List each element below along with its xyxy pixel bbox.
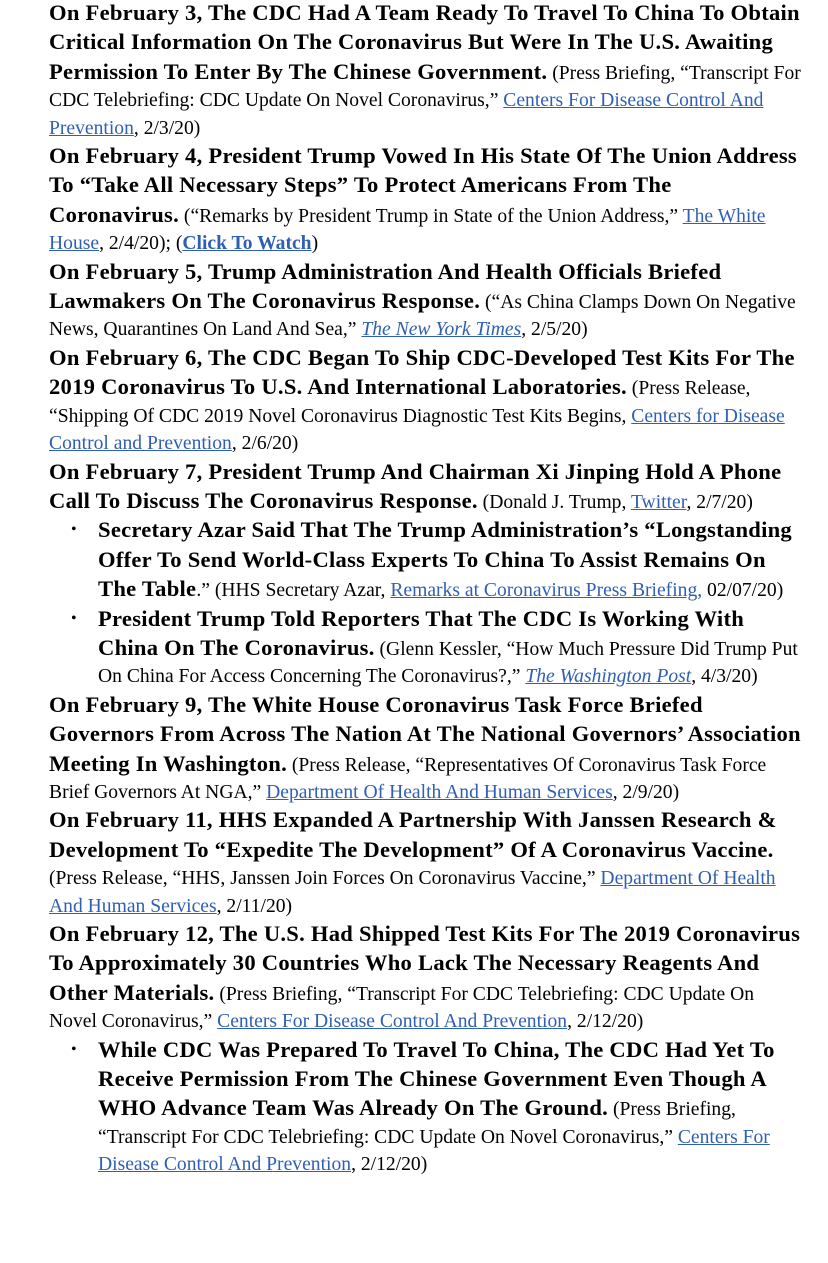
source-date: , 2/9/20) — [612, 781, 680, 803]
bullet-icon: • — [71, 609, 77, 627]
source-date: 02/07/20) — [702, 580, 784, 602]
source-date: , 2/3/20) — [133, 117, 201, 139]
source-date: , 2/12/20) — [567, 1011, 644, 1033]
source-citation: (Press Release, “Representatives Of Coronavirus Task Force Brief Governors At NGA,” — [49, 754, 767, 803]
source-link-cdc[interactable]: Centers For Disease Control And Prevention — [49, 90, 764, 139]
source-link-remarks[interactable]: Remarks at Coronavirus Press Briefing, — [390, 580, 703, 602]
timeline-entry-feb-11 — [49, 806, 802, 920]
entry-headline: On February 11, HHS Expanded A Partnership With Janssen Research & Development To “Expedite The Development” Of A Coronavirus Vaccine. — [49, 807, 777, 862]
source-citation: (Press Briefing, “Transcript For CDC Telebriefing: CDC Update On Novel Coronavirus,” — [49, 983, 755, 1033]
timeline-entry-feb-6 — [49, 344, 802, 458]
timeline-entry-feb-12 — [49, 920, 802, 1036]
source-close: ) — [311, 233, 319, 255]
source-citation: (“As China Clamps Down On Negative News, Quarantines On Land And Sea,” — [49, 292, 796, 341]
source-date: , 4/3/20) — [691, 666, 758, 688]
source-link-cdc[interactable]: Centers for Disease Control and Prevention — [49, 405, 785, 455]
entry-headline: While CDC Was Prepared To Travel To China, The CDC Had Yet To Receive Permission From The Chinese Government Even Though A WHO Advance Team Was Already On The Ground. — [98, 1036, 775, 1121]
timeline-entry-feb-3 — [49, 0, 802, 142]
source-date: , 2/4/20); ( — [99, 233, 183, 255]
source-link-hhs[interactable]: Department Of Health And Human Services — [266, 781, 613, 803]
source-link-hhs[interactable]: Department Of Health And Human Services — [49, 868, 776, 917]
bullet-item-azar — [49, 516, 802, 604]
source-link-nyt[interactable]: The New York Times — [361, 319, 522, 341]
entry-headline: Secretary Azar Said That The Trump Administration’s “Longstanding Offer To Send World-Class Experts To China To Assist Remains On The Table — [98, 517, 792, 602]
source-citation: (“Remarks by President Trump in State of the Union Address,” — [183, 205, 683, 227]
bullet-item-who-team — [49, 1036, 802, 1179]
source-citation: (Press Briefing, “Transcript For CDC Telebriefing: CDC Update On Novel Coronavirus,” — [98, 1099, 736, 1148]
source-citation: (Donald J. Trump, — [482, 491, 631, 513]
timeline-entry-feb-5 — [49, 258, 802, 344]
bullet-item-cdc-china — [49, 605, 802, 691]
source-date: , 2/5/20) — [521, 319, 588, 341]
source-link-cdc[interactable]: Centers For Disease Control And Prevention — [217, 1011, 568, 1033]
bullet-icon: • — [71, 521, 77, 539]
source-citation: (HHS Secretary Azar, — [214, 580, 391, 602]
timeline-entry-feb-9 — [49, 691, 802, 807]
source-date: , 2/12/20) — [351, 1154, 428, 1176]
timeline-entry-feb-7 — [49, 458, 802, 517]
source-citation: (Press Briefing, “Transcript For CDC Telebriefing: CDC Update On Novel Coronavirus,” — [49, 62, 801, 112]
source-citation: (Press Release, “Shipping Of CDC 2019 Novel Coronavirus Diagnostic Test Kits Begins, — [49, 378, 751, 427]
source-date: , 2/7/20) — [686, 491, 753, 513]
entry-headline: On February 5, Trump Administration And Health Officials Briefed Lawmakers On The Coronavirus Response. — [49, 258, 722, 314]
timeline-entry-feb-4 — [49, 142, 802, 258]
entry-headline: On February 4, President Trump Vowed In His State Of The Union Address To “Take All Necessary Steps” To Protect Americans From The Coronavirus. — [49, 143, 797, 227]
source-link-white-house[interactable]: The White House — [49, 205, 766, 255]
source-date: , 2/6/20) — [231, 433, 299, 455]
entry-headline: On February 7, President Trump And Chairman Xi Jinping Hold A Phone Call To Discuss The Coronavirus Response. — [49, 458, 782, 513]
entry-headline: President Trump Told Reporters That The CDC Is Working With China On The Coronavirus. — [98, 605, 745, 660]
quote-close: .” — [196, 580, 215, 602]
bullet-icon: • — [71, 1040, 77, 1058]
source-link-cdc[interactable]: Centers For Disease Control And Prevention — [98, 1126, 770, 1176]
entry-headline: On February 6, The CDC Began To Ship CDC-Developed Test Kits For The 2019 Coronavirus To U.S. And International Laboratories. — [49, 344, 795, 400]
entry-headline: On February 3, The CDC Had A Team Ready To Travel To China To Obtain Critical Information On The Coronavirus But Were In The U.S. Awaiting Permission To Enter By The Chinese Government. — [49, 0, 800, 84]
source-citation: (Press Release, “HHS, Janssen Join Forces On Coronavirus Vaccine,” — [49, 868, 601, 890]
entry-headline: On February 12, The U.S. Had Shipped Test Kits For The 2019 Coronavirus To Approximately 30 Countries Who Lack The Necessary Reagents And Other Materials. — [49, 921, 801, 1005]
entry-headline: On February 9, The White House Coronavirus Task Force Briefed Governors From Across The Nation At The National Governors’ Association Meeting In Washington. — [49, 691, 801, 776]
source-date: , 2/11/20) — [216, 895, 293, 917]
source-link-twitter[interactable]: Twitter — [630, 491, 687, 513]
click-to-watch-link[interactable]: Click To Watch — [182, 233, 312, 255]
source-link-wapo[interactable]: The Washington Post — [525, 666, 692, 688]
source-citation: (Glenn Kessler, “How Much Pressure Did Trump Put On China For Access Concerning The Coronavirus?,” — [98, 638, 798, 688]
